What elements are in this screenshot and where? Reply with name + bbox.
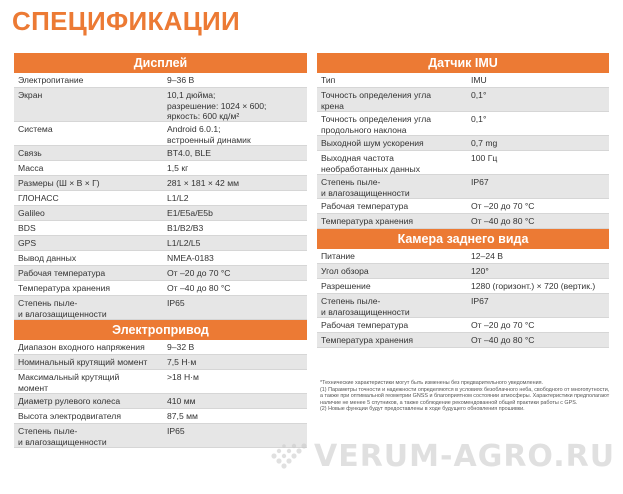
- spec-value: 7,5 Н·м: [167, 357, 197, 367]
- spec-value: 1,5 кг: [167, 163, 189, 173]
- spec-value: От –20 до 70 °C: [471, 201, 535, 211]
- spec-label: Galileo: [18, 208, 45, 218]
- spec-value: >18 Н·м: [167, 372, 199, 382]
- spec-row: [14, 176, 307, 191]
- spec-value: 410 мм: [167, 396, 196, 406]
- spec-row: [14, 122, 307, 146]
- spec-row: [14, 161, 307, 176]
- spec-label: Степень пыле- и влагозащищенности: [321, 296, 410, 317]
- spec-value: L1/L2: [167, 193, 189, 203]
- spec-value: IP67: [471, 296, 489, 306]
- spec-row: [317, 88, 609, 112]
- drive-spec-table: [14, 340, 307, 448]
- footnotes: [320, 380, 613, 413]
- spec-value: Android 6.0.1; встроенный динамик: [167, 124, 251, 145]
- spec-label: Выходная частота необработанных данных: [321, 153, 421, 174]
- spec-row: [14, 409, 307, 424]
- spec-row: [317, 279, 609, 294]
- spec-label: Рабочая температура: [18, 268, 106, 278]
- spec-label: Рабочая температура: [321, 320, 409, 330]
- page-title: СПЕЦИФИКАЦИИ: [12, 6, 240, 36]
- spec-row: [317, 175, 609, 199]
- watermark-text: VERUM-AGRO.RU: [314, 438, 616, 474]
- spec-label: Диапазон входного напряжения: [18, 342, 145, 352]
- spec-value: От –40 до 80 °C: [471, 335, 535, 345]
- spec-label: Электропитание: [18, 75, 84, 85]
- spec-row: [14, 236, 307, 251]
- spec-value: 10,1 дюйма; разрешение: 1024 × 600; яркость: 600 кд/м²: [167, 90, 267, 121]
- spec-label: Высота электродвигателя: [18, 411, 121, 421]
- spec-row: [14, 146, 307, 161]
- spec-row: [14, 424, 307, 448]
- spec-label: BDS: [18, 223, 36, 233]
- spec-row: [317, 136, 609, 151]
- spec-value: 12–24 В: [471, 251, 504, 261]
- spec-row: [317, 199, 609, 214]
- spec-value: 100 Гц: [471, 153, 498, 163]
- spec-value: 120°: [471, 266, 489, 276]
- spec-row: [14, 251, 307, 266]
- spec-value: IP65: [167, 298, 185, 308]
- spec-value: 0,1°: [471, 114, 487, 124]
- section-header-camera: Камера заднего вида: [317, 229, 609, 249]
- spec-value: 0,7 mg: [471, 138, 498, 148]
- spec-label: Точность определения угла крена: [321, 90, 431, 111]
- spec-label: Температура хранения: [321, 216, 414, 226]
- spec-row: [14, 394, 307, 409]
- spec-label: Тип: [321, 75, 336, 85]
- spec-label: Степень пыле- и влагозащищенности: [18, 298, 107, 319]
- section-header-drive: Электропривод: [14, 320, 307, 340]
- spec-value: E1/E5a/E5b: [167, 208, 213, 218]
- section-header-imu: Датчик IMU: [317, 53, 609, 73]
- spec-row: [14, 266, 307, 281]
- spec-value: От –20 до 70 °C: [167, 268, 231, 278]
- section-header-display: Дисплей: [14, 53, 307, 73]
- watermark: [268, 436, 618, 476]
- footnote-1: (1) Параметры точности и надежности определяются в условиях безоблачного неба, свободного от многопутности, а также при оптимальной геометрии GNSS и благоприятном состоянии атмосферы. Характеристики предполагают наличие не менее 5 спутников, а также соблюдение рекомендованной общей практики работы с GPS.: [320, 386, 610, 406]
- spec-row: [14, 370, 307, 394]
- footnote-general: *Технические характеристики могут быть изменены без предварительного уведомления.: [320, 380, 544, 386]
- spec-row: [317, 73, 609, 88]
- spec-label: Система: [18, 124, 53, 134]
- right-column: [317, 53, 609, 348]
- spec-value: BT4.0, BLE: [167, 148, 211, 158]
- spec-row: [317, 333, 609, 348]
- spec-row: [14, 281, 307, 296]
- spec-row: [14, 340, 307, 355]
- spec-label: Температура хранения: [18, 283, 111, 293]
- spec-value: 281 × 181 × 42 мм: [167, 178, 240, 188]
- camera-spec-table: [317, 249, 609, 348]
- spec-label: Диаметр рулевого колеса: [18, 396, 121, 406]
- spec-label: Масса: [18, 163, 44, 173]
- spec-label: Степень пыле- и влагозащищенности: [321, 177, 410, 198]
- spec-label: Температура хранения: [321, 335, 414, 345]
- spec-value: NMEA-0183: [167, 253, 214, 263]
- spec-value: 87,5 мм: [167, 411, 198, 421]
- spec-label: Угол обзора: [321, 266, 369, 276]
- spec-row: [317, 318, 609, 333]
- spec-row: [14, 206, 307, 221]
- spec-label: ГЛОНАСС: [18, 193, 59, 203]
- spec-label: Максимальный крутящий момент: [18, 372, 120, 393]
- left-column: [14, 53, 307, 448]
- spec-row: [14, 221, 307, 236]
- spec-row: [14, 88, 307, 122]
- spec-row: [317, 294, 609, 318]
- spec-value: 1280 (горизонт.) × 720 (вертик.): [471, 281, 596, 291]
- spec-row: [14, 191, 307, 206]
- checkmark-logo-icon: [268, 438, 308, 474]
- spec-value: От –40 до 80 °C: [471, 216, 535, 226]
- spec-label: Степень пыле- и влагозащищенности: [18, 426, 107, 447]
- spec-label: Экран: [18, 90, 43, 100]
- spec-row: [317, 112, 609, 136]
- display-spec-table: [14, 73, 307, 320]
- spec-label: Вывод данных: [18, 253, 77, 263]
- spec-label: Рабочая температура: [321, 201, 409, 211]
- spec-row: [14, 73, 307, 88]
- spec-label: Номинальный крутящий момент: [18, 357, 148, 367]
- spec-row: [317, 151, 609, 175]
- spec-value: IP67: [471, 177, 489, 187]
- spec-label: Разрешение: [321, 281, 371, 291]
- spec-value: От –40 до 80 °C: [167, 283, 231, 293]
- imu-spec-table: [317, 73, 609, 229]
- spec-label: Питание: [321, 251, 355, 261]
- spec-label: Выходной шум ускорения: [321, 138, 424, 148]
- spec-row: [317, 249, 609, 264]
- footnote-2: (2) Новые функции будут предоставлены в ходе будущего обновления прошивки.: [320, 406, 525, 413]
- spec-value: IMU: [471, 75, 487, 85]
- spec-row: [14, 296, 307, 320]
- spec-label: Размеры (Ш × В × Г): [18, 178, 100, 188]
- spec-label: Точность определения угла продольного наклона: [321, 114, 431, 135]
- spec-value: От –20 до 70 °C: [471, 320, 535, 330]
- spec-value: L1/L2/L5: [167, 238, 201, 248]
- spec-value: 0,1°: [471, 90, 487, 100]
- spec-value: 9–32 В: [167, 342, 195, 352]
- spec-row: [317, 264, 609, 279]
- spec-value: B1/B2/B3: [167, 223, 204, 233]
- spec-value: 9–36 В: [167, 75, 195, 85]
- spec-label: GPS: [18, 238, 37, 248]
- spec-label: Связь: [18, 148, 42, 158]
- spec-row: [14, 355, 307, 370]
- spec-value: IP65: [167, 426, 185, 436]
- spec-row: [317, 214, 609, 229]
